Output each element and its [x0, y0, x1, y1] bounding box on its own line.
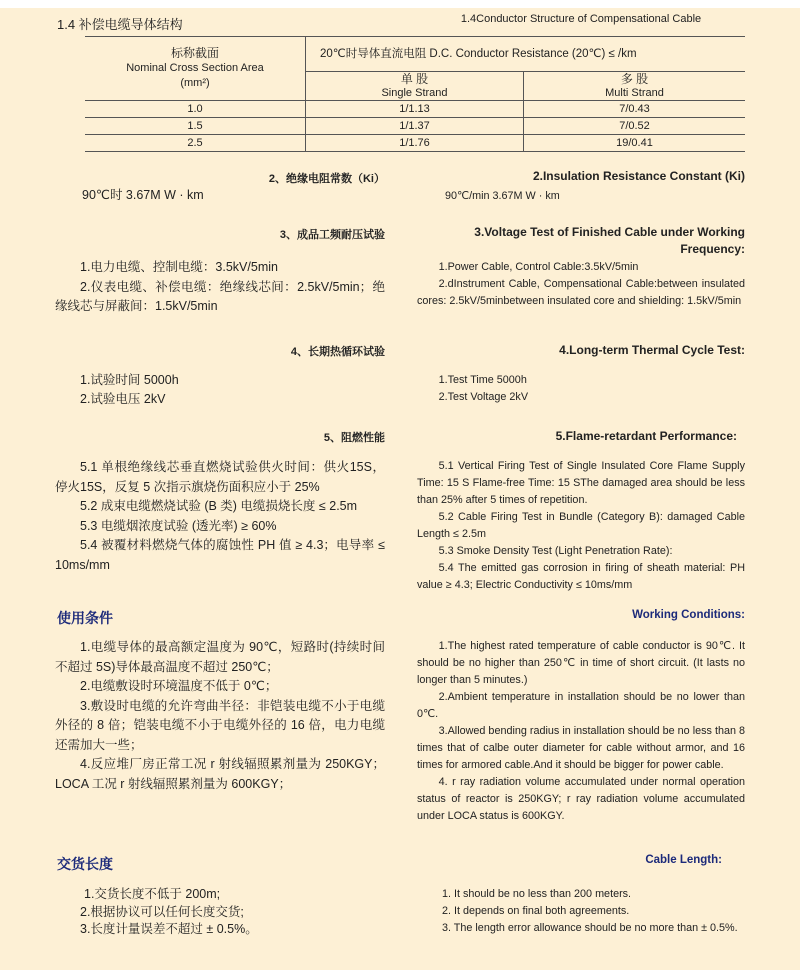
list-item: 5.1 单根绝缘线芯垂直燃烧试验供火时间：供火15S，停火15S，反复 5 次指示旗烧伤面积应小于 25% [55, 460, 385, 494]
list-item: 5.1 Vertical Firing Test of Single Insulated Core Flame Supply Time: 15 S Flame-free Time: 15 SThe damaged area should be less than 25% after 5 times of repetition. [417, 460, 745, 506]
list-item: 4. r ray radiation volume accumulated under normal operation status of reactor is 250KGY; r ray radiation volume accumulated under LOCA status is 600KGY. [417, 776, 745, 822]
section5-heading-en: 5.Flame-retardant Performance: [555, 429, 737, 443]
list-item: 3.长度计量误差不超过 ± 0.5%。 [80, 922, 258, 936]
section4-items-cn [55, 371, 385, 408]
section3-items-en [417, 259, 745, 310]
list-item: 5.4 被覆材料燃烧气体的腐蚀性 PH 值 ≥ 4.3；电导率 ≤ 10ms/mm [55, 538, 385, 572]
section5-items-cn [55, 458, 385, 575]
section1-title-cn: 1.4 补偿电缆导体结构 [57, 17, 183, 32]
header-area [85, 37, 306, 101]
document-page [0, 8, 800, 970]
resistance-header: 20℃时导体直流电阻 D.C. Conductor Resistance (20℃) ≤ /km [306, 37, 746, 72]
list-item: 3. The length error allowance should be no more than ± 0.5%. [442, 922, 738, 934]
single-en: Single Strand [381, 87, 448, 99]
length-items-en [442, 886, 752, 937]
cell: 1/1.37 [306, 118, 524, 135]
multi-en: Multi Strand [605, 87, 664, 99]
section4-heading-en: 4.Long-term Thermal Cycle Test: [559, 343, 745, 357]
single-cn: 单 股 [400, 72, 429, 86]
section2-value-cn: 90℃时 3.67M W · km [82, 188, 204, 202]
section4-items-en [417, 372, 745, 406]
list-item: 1.电力电缆、控制电缆：3.5kV/5min [80, 260, 278, 274]
cell: 1/1.13 [306, 101, 524, 118]
cell: 19/0.41 [524, 135, 746, 152]
list-item: 2.Ambient temperature in installation should be no lower than 0℃. [417, 691, 745, 720]
list-item: 5.2 成束电缆燃烧试验 (B 类) 电缆损烧长度 ≤ 2.5m [80, 499, 358, 513]
section3-heading-cn: 3、成品工频耐压试验 [279, 229, 385, 241]
cell: 7/0.43 [524, 101, 746, 118]
header-multi [524, 72, 746, 101]
section1-title-en: 1.4Conductor Structure of Compensational Cable [460, 13, 702, 25]
table-row [85, 101, 745, 118]
list-item: 2. It depends on final both agreements. [442, 905, 630, 917]
list-item: 2.根据协议可以任何长度交货; [80, 904, 244, 919]
header-single [306, 72, 524, 101]
list-item: 2.试验电压 2kV [80, 391, 166, 406]
cell: 1.0 [85, 101, 306, 118]
list-item: 5.2 Cable Firing Test in Bundle (Category B): damaged Cable Length ≤ 2.5m [417, 511, 745, 540]
section2-value-en: 90℃/min 3.67M W · km [445, 190, 560, 202]
section5-heading-cn: 5、阻燃性能 [323, 432, 385, 444]
table-row [85, 118, 745, 135]
section3-items-cn [55, 258, 385, 317]
working-items-en [417, 638, 745, 825]
list-item: 1.交货长度不低于 200m; [84, 887, 221, 901]
length-heading-cn: 交货长度 [57, 856, 113, 872]
length-heading-en: Cable Length: [645, 854, 722, 866]
cell: 2.5 [85, 135, 306, 152]
col1-en: Nominal Cross Section Area [126, 62, 264, 74]
list-item: 2.Test Voltage 2kV [438, 391, 529, 403]
working-items-cn [55, 638, 385, 794]
list-item: 3.敷设时电缆的允许弯曲半径：非铠装电缆不小于电缆外径的 8 倍；铠装电缆不小于电缆外径的 16 倍，电力电缆还需加大一些； [55, 698, 385, 752]
working-heading-cn: 使用条件 [57, 610, 113, 626]
cell: 1.5 [85, 118, 306, 135]
length-items-cn [80, 886, 410, 939]
col1-unit: (mm²) [180, 77, 210, 89]
section3-heading-en: 3.Voltage Test of Finished Cable under Working Frequency: [474, 225, 745, 256]
table-row [85, 135, 745, 152]
cell: 7/0.52 [524, 118, 746, 135]
list-item: 4.反应堆厂房正常工况 r 射线辐照累剂量为 250KGY；LOCA 工况 r 射线辐照累剂量为 600KGY； [55, 757, 385, 791]
list-item: 1.Power Cable, Control Cable:3.5kV/5min [438, 261, 639, 273]
list-item: 1.试验时间 5000h [80, 373, 179, 387]
list-item: 2.dInstrument Cable, Compensational Cable:between insulated cores: 2.5kV/5minbetween insulated core and shielding: 1.5kV/5min [417, 278, 745, 307]
working-heading-en: Working Conditions: [632, 609, 745, 621]
list-item: 3.Allowed bending radius in installation should be no less than 8 times that of calbe outer diameter for cable without armor, and 16 times for armored cable.And it should be bigger for power cable. [417, 725, 745, 771]
list-item: 5.4 The emitted gas corrosion in firing of sheath material: PH value ≥ 4.3; Electric Conductivity ≤ 10ms/mm [417, 562, 745, 591]
list-item: 1.电缆导体的最高额定温度为 90℃，短路时(持续时间不超过 5S)导体最高温度不超过 250℃； [55, 640, 385, 674]
list-item: 2.仪表电缆、补偿电缆：绝缘线芯间：2.5kV/5min；绝缘线芯与屏蔽间：1.5kV/5min [55, 279, 385, 313]
section2-heading-en: 2.Insulation Resistance Constant (Ki) [532, 169, 745, 183]
multi-cn: 多 股 [620, 72, 649, 86]
conductor-table [85, 36, 745, 152]
list-item: 5.3 Smoke Density Test (Light Penetration Rate): [438, 545, 673, 557]
list-item: 1. It should be no less than 200 meters. [442, 888, 632, 900]
section2-heading-cn: 2、绝缘电阻常数（Ki） [268, 173, 385, 185]
list-item: 1.Test Time 5000h [438, 374, 527, 386]
section4-heading-cn: 4、长期热循环试验 [290, 346, 385, 358]
list-item: 2.电缆敷设时环境温度不低于 0℃； [80, 679, 278, 693]
list-item: 1.The highest rated temperature of cable conductor is 90℃. It should be no higher than 250℃ in time of short circuit. (It lasts no longer than 5 minutes.) [417, 640, 745, 686]
section5-items-en [417, 458, 745, 594]
list-item: 5.3 电缆烟浓度试验 (透光率) ≥ 60% [80, 518, 277, 533]
col1-cn: 标称截面 [170, 46, 219, 60]
cell: 1/1.76 [306, 135, 524, 152]
